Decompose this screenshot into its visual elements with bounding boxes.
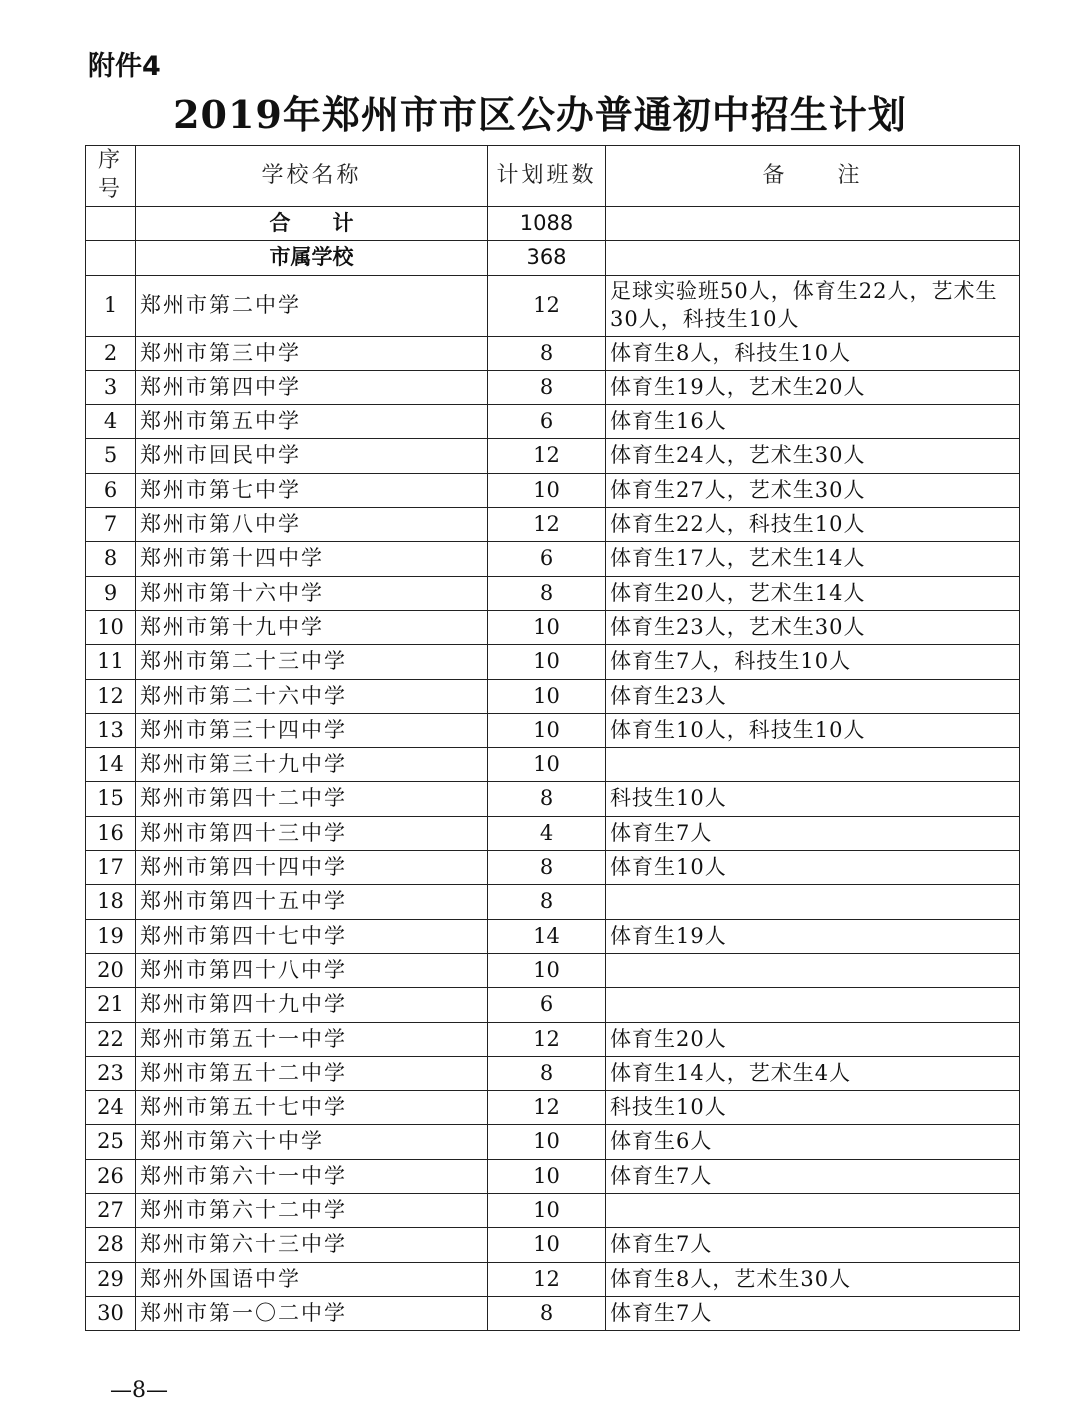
school-name-cell: 郑州市第六十二中学 [136, 1194, 488, 1228]
table-row [86, 679, 1020, 713]
table-row [86, 1159, 1020, 1193]
seq-cell: 17 [86, 851, 136, 885]
total-note-cell [606, 207, 1020, 241]
school-name-cell: 郑州市第三十四中学 [136, 713, 488, 747]
table-row [86, 645, 1020, 679]
table-row [86, 988, 1020, 1022]
school-name-cell: 郑州市第六十一中学 [136, 1159, 488, 1193]
school-name-cell: 郑州市第五十一中学 [136, 1022, 488, 1056]
planned-classes-cell: 10 [488, 610, 606, 644]
school-name-cell: 郑州市第四十四中学 [136, 851, 488, 885]
remarks-cell: 体育生10人，科技生10人 [606, 713, 1020, 747]
table-row [86, 816, 1020, 850]
remarks-cell: 体育生23人，艺术生30人 [606, 610, 1020, 644]
total-seq-cell [86, 207, 136, 241]
school-name-cell: 郑州市第四十二中学 [136, 782, 488, 816]
remarks-cell: 科技生10人 [606, 1091, 1020, 1125]
remarks-cell: 体育生20人，艺术生14人 [606, 576, 1020, 610]
remarks-cell: 体育生20人 [606, 1022, 1020, 1056]
header-seq: 序号 [86, 146, 136, 207]
planned-classes-cell: 12 [488, 508, 606, 542]
seq-cell: 3 [86, 370, 136, 404]
school-name-cell: 郑州市第十九中学 [136, 610, 488, 644]
table-header-row [86, 146, 1020, 207]
table-row [86, 1091, 1020, 1125]
remarks-cell [606, 953, 1020, 987]
attachment-label: 附件4 [88, 51, 161, 82]
table-row [86, 542, 1020, 576]
school-name-cell: 郑州市回民中学 [136, 439, 488, 473]
school-name-cell: 郑州市第四十九中学 [136, 988, 488, 1022]
page-title: 2019年郑州市市区公办普通初中招生计划 [173, 92, 907, 137]
table-row [86, 405, 1020, 439]
school-name-cell: 郑州市第六十中学 [136, 1125, 488, 1159]
seq-cell: 25 [86, 1125, 136, 1159]
planned-classes-cell: 12 [488, 1022, 606, 1056]
total-row [86, 207, 1020, 241]
seq-cell: 22 [86, 1022, 136, 1056]
table-row [86, 953, 1020, 987]
seq-cell: 29 [86, 1262, 136, 1296]
remarks-cell [606, 748, 1020, 782]
total-classes: 1088 [488, 207, 606, 241]
total-label: 合 计 [136, 207, 488, 241]
planned-classes-cell: 10 [488, 1125, 606, 1159]
enrollment-plan-table [85, 145, 1020, 1331]
planned-classes-cell: 4 [488, 816, 606, 850]
planned-classes-cell: 8 [488, 885, 606, 919]
remarks-cell: 体育生7人 [606, 1159, 1020, 1193]
table-row [86, 748, 1020, 782]
remarks-cell: 体育生19人 [606, 919, 1020, 953]
seq-cell: 11 [86, 645, 136, 679]
table-row [86, 576, 1020, 610]
seq-cell: 12 [86, 679, 136, 713]
remarks-cell: 体育生7人，科技生10人 [606, 645, 1020, 679]
seq-cell: 10 [86, 610, 136, 644]
table-row [86, 1194, 1020, 1228]
remarks-cell: 体育生14人，艺术生4人 [606, 1056, 1020, 1090]
seq-cell: 14 [86, 748, 136, 782]
table-row [86, 1262, 1020, 1296]
planned-classes-cell: 10 [488, 473, 606, 507]
seq-cell: 7 [86, 508, 136, 542]
planned-classes-cell: 12 [488, 1091, 606, 1125]
planned-classes-cell: 10 [488, 1159, 606, 1193]
remarks-cell: 体育生7人 [606, 816, 1020, 850]
remarks-cell: 体育生8人，艺术生30人 [606, 1262, 1020, 1296]
school-name-cell: 郑州市第七中学 [136, 473, 488, 507]
seq-cell: 20 [86, 953, 136, 987]
seq-cell: 24 [86, 1091, 136, 1125]
planned-classes-cell: 6 [488, 542, 606, 576]
table-row [86, 336, 1020, 370]
table-row [86, 275, 1020, 336]
school-name-cell: 郑州市第四十八中学 [136, 953, 488, 987]
seq-cell: 13 [86, 713, 136, 747]
school-name-cell: 郑州市第一〇二中学 [136, 1296, 488, 1330]
table-row [86, 919, 1020, 953]
school-name-cell: 郑州市第十六中学 [136, 576, 488, 610]
city-schools-seq-cell [86, 241, 136, 275]
table-row [86, 851, 1020, 885]
table-row [86, 439, 1020, 473]
planned-classes-cell: 10 [488, 1228, 606, 1262]
remarks-cell: 体育生22人，科技生10人 [606, 508, 1020, 542]
table-row [86, 713, 1020, 747]
school-name-cell: 郑州市第二十六中学 [136, 679, 488, 713]
planned-classes-cell: 12 [488, 439, 606, 473]
seq-cell: 4 [86, 405, 136, 439]
school-name-cell: 郑州市第五中学 [136, 405, 488, 439]
table-row [86, 370, 1020, 404]
seq-cell: 1 [86, 275, 136, 336]
remarks-cell: 体育生27人，艺术生30人 [606, 473, 1020, 507]
planned-classes-cell: 8 [488, 336, 606, 370]
city-schools-classes: 368 [488, 241, 606, 275]
seq-cell: 9 [86, 576, 136, 610]
header-planned-classes: 计划班数 [488, 146, 606, 207]
school-name-cell: 郑州市第二中学 [136, 275, 488, 336]
school-name-cell: 郑州市第四十五中学 [136, 885, 488, 919]
seq-cell: 5 [86, 439, 136, 473]
remarks-cell [606, 1194, 1020, 1228]
city-schools-row [86, 241, 1020, 275]
remarks-cell: 体育生19人，艺术生20人 [606, 370, 1020, 404]
school-name-cell: 郑州市第十四中学 [136, 542, 488, 576]
table-row [86, 610, 1020, 644]
seq-cell: 8 [86, 542, 136, 576]
seq-cell: 19 [86, 919, 136, 953]
seq-cell: 6 [86, 473, 136, 507]
school-name-cell: 郑州市第四十三中学 [136, 816, 488, 850]
table-row [86, 1056, 1020, 1090]
planned-classes-cell: 10 [488, 645, 606, 679]
remarks-cell: 体育生17人，艺术生14人 [606, 542, 1020, 576]
remarks-cell: 体育生8人，科技生10人 [606, 336, 1020, 370]
planned-classes-cell: 10 [488, 953, 606, 987]
remarks-cell: 足球实验班50人，体育生22人，艺术生30人，科技生10人 [606, 275, 1020, 336]
remarks-cell: 科技生10人 [606, 782, 1020, 816]
page-number: —8— [110, 1378, 168, 1403]
header-remarks: 备 注 [606, 146, 1020, 207]
planned-classes-cell: 8 [488, 782, 606, 816]
planned-classes-cell: 8 [488, 851, 606, 885]
seq-cell: 16 [86, 816, 136, 850]
seq-cell: 26 [86, 1159, 136, 1193]
planned-classes-cell: 10 [488, 713, 606, 747]
city-schools-label: 市属学校 [136, 241, 488, 275]
school-name-cell: 郑州市第四中学 [136, 370, 488, 404]
city-schools-note-cell [606, 241, 1020, 275]
remarks-cell: 体育生6人 [606, 1125, 1020, 1159]
seq-cell: 21 [86, 988, 136, 1022]
remarks-cell: 体育生7人 [606, 1228, 1020, 1262]
school-name-cell: 郑州市第三十九中学 [136, 748, 488, 782]
table-row [86, 473, 1020, 507]
school-name-cell: 郑州市第三中学 [136, 336, 488, 370]
seq-cell: 18 [86, 885, 136, 919]
planned-classes-cell: 14 [488, 919, 606, 953]
table-row [86, 1228, 1020, 1262]
remarks-cell: 体育生16人 [606, 405, 1020, 439]
table-row [86, 885, 1020, 919]
school-name-cell: 郑州市第五十二中学 [136, 1056, 488, 1090]
table-row [86, 1125, 1020, 1159]
remarks-cell [606, 988, 1020, 1022]
table-row [86, 1296, 1020, 1330]
school-name-cell: 郑州市第五十七中学 [136, 1091, 488, 1125]
school-name-cell: 郑州市第六十三中学 [136, 1228, 488, 1262]
remarks-cell: 体育生23人 [606, 679, 1020, 713]
seq-cell: 23 [86, 1056, 136, 1090]
planned-classes-cell: 12 [488, 1262, 606, 1296]
planned-classes-cell: 8 [488, 1056, 606, 1090]
planned-classes-cell: 6 [488, 405, 606, 439]
seq-cell: 2 [86, 336, 136, 370]
planned-classes-cell: 12 [488, 275, 606, 336]
table-row [86, 1022, 1020, 1056]
seq-cell: 28 [86, 1228, 136, 1262]
remarks-cell: 体育生24人，艺术生30人 [606, 439, 1020, 473]
remarks-cell: 体育生7人 [606, 1296, 1020, 1330]
seq-cell: 27 [86, 1194, 136, 1228]
planned-classes-cell: 10 [488, 1194, 606, 1228]
school-name-cell: 郑州外国语中学 [136, 1262, 488, 1296]
school-name-cell: 郑州市第二十三中学 [136, 645, 488, 679]
seq-cell: 30 [86, 1296, 136, 1330]
school-name-cell: 郑州市第四十七中学 [136, 919, 488, 953]
remarks-cell [606, 885, 1020, 919]
planned-classes-cell: 6 [488, 988, 606, 1022]
seq-cell: 15 [86, 782, 136, 816]
planned-classes-cell: 8 [488, 576, 606, 610]
planned-classes-cell: 8 [488, 370, 606, 404]
table-row [86, 508, 1020, 542]
planned-classes-cell: 10 [488, 679, 606, 713]
planned-classes-cell: 8 [488, 1296, 606, 1330]
header-school-name: 学校名称 [136, 146, 488, 207]
table-row [86, 782, 1020, 816]
remarks-cell: 体育生10人 [606, 851, 1020, 885]
school-name-cell: 郑州市第八中学 [136, 508, 488, 542]
planned-classes-cell: 10 [488, 748, 606, 782]
